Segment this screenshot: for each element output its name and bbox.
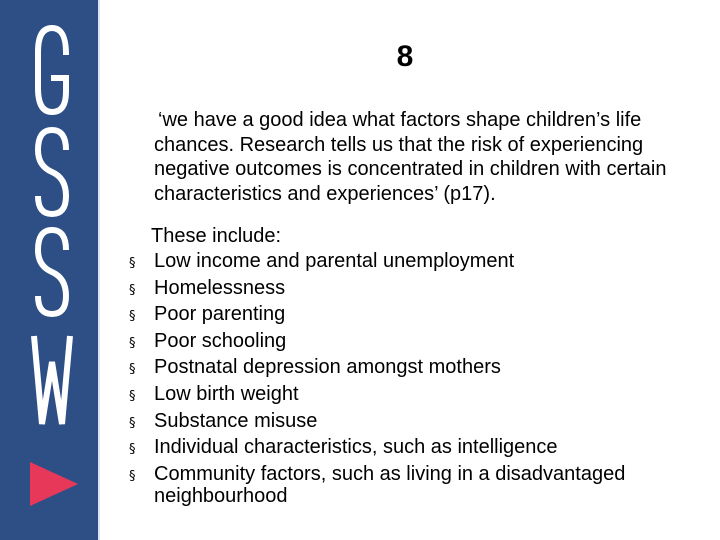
list-item: § Low birth weight xyxy=(0,383,694,405)
risk-factor-list xyxy=(0,250,720,511)
slide-title: 8 xyxy=(396,40,414,73)
bullet-icon: § xyxy=(129,468,136,484)
logo-letter-s-1 xyxy=(38,130,66,214)
bullet-icon: § xyxy=(129,256,136,271)
list-item: § Postnatal depression amongst mothers xyxy=(0,356,694,378)
bullet-icon: § xyxy=(129,442,136,458)
list-item: § Community factors, such as living in a disadvantaged neighbourhood xyxy=(129,462,626,507)
list-item: § Individual characteristics, such as intelligence xyxy=(0,436,694,458)
quote-text: ‘we have a good idea what factors shape children’s life chances. Research tells us that the risk of experiencing negative outcomes is concentrated in children with certain characteristics and experiences’ (p17). xyxy=(154,109,667,205)
bullet-icon: § xyxy=(129,309,136,325)
bullet-icon: § xyxy=(129,415,136,431)
bullet-icon: § xyxy=(129,282,136,298)
bullet-icon: § xyxy=(129,362,136,378)
bullet-icon: § xyxy=(129,335,136,351)
intro-text: These include: xyxy=(151,225,282,247)
list-item: § Poor parenting xyxy=(0,303,694,325)
list-item: § Low income and parental unemployment xyxy=(0,250,694,272)
list-item: § Substance misuse xyxy=(0,410,694,432)
list-item: § Homelessness xyxy=(0,277,694,299)
list-item: § Poor schooling xyxy=(0,330,694,352)
logo-letter-g xyxy=(38,28,66,112)
bullet-icon: § xyxy=(129,388,136,404)
